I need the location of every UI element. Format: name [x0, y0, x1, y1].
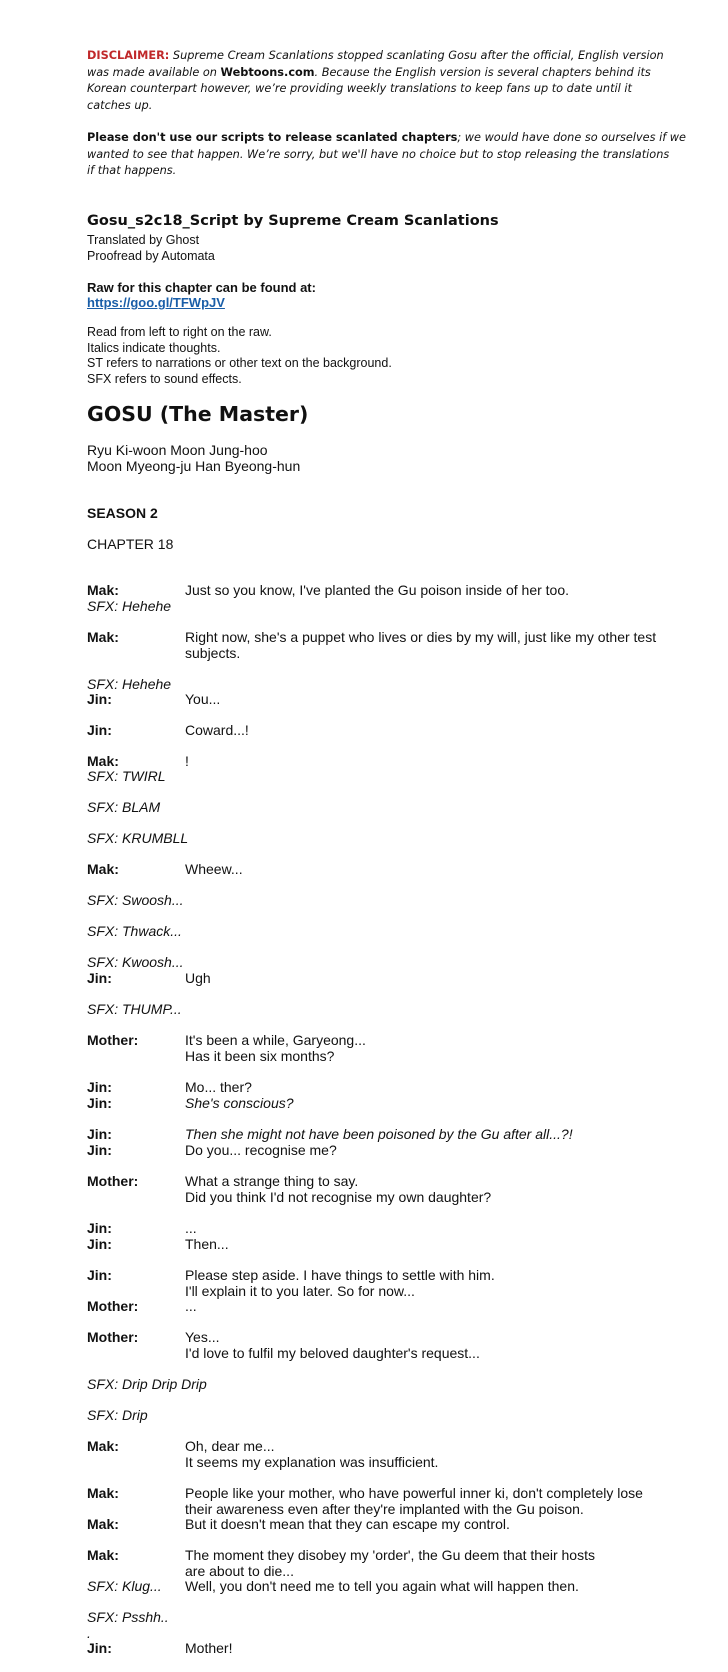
character-line: Ryu Ki-woon Moon Jung-hoo — [87, 442, 268, 458]
dialogue-text: subjects. — [185, 644, 241, 661]
dialogue-text: Right now, she's a puppet who lives or dies by my will, just like my other test — [185, 629, 657, 645]
speaker-label: Jin: — [87, 1142, 112, 1158]
speaker-label: Jin: — [87, 1220, 112, 1236]
note-line: Read from left to right on the raw. — [87, 325, 272, 339]
dialogue-text: ... — [185, 1298, 197, 1314]
sfx-line: SFX: Thwack... — [87, 923, 182, 939]
sfx-line: SFX: THUMP... — [87, 1001, 182, 1017]
dialogue-text: Then she might not have been poisoned by the Gu after all...?! — [185, 1126, 573, 1142]
speaker-label: Jin: — [87, 1640, 112, 1656]
speaker-label: Mother: — [87, 1329, 139, 1345]
speaker-label: Jin: — [87, 1267, 112, 1283]
speaker-label: Mak: — [87, 1516, 119, 1532]
disclaimer-text: was made available on — [87, 65, 217, 79]
disclaimer — [87, 48, 686, 180]
sfx-line: SFX: TWIRL — [87, 768, 166, 784]
speaker-label: Jin: — [87, 970, 112, 986]
speaker-label: Mak: — [87, 1438, 119, 1454]
dialogue-text: Has it been six months? — [185, 1047, 335, 1064]
dialogue-text: Do you... recognise me? — [185, 1142, 337, 1158]
dialogue-text: The moment they disobey my 'order', the Gu deem that their hosts — [185, 1547, 595, 1563]
disclaimer-line-3: Korean counterpart however, we’re providing weekly translations to keep fans up to date until it — [87, 82, 632, 95]
sfx-line: . — [87, 1625, 91, 1641]
speaker-label: Mak: — [87, 861, 119, 877]
disclaimer-label: DISCLAIMER: — [87, 49, 170, 62]
disclaimer-line-4: catches up. — [87, 98, 153, 112]
dialogue-text: I'd love to fulfil my beloved daughter's request... — [185, 1344, 480, 1361]
speaker-label: Jin: — [87, 1095, 112, 1111]
proofreader-credit: Proofread by Automata — [87, 249, 215, 263]
dialogue-text: Then... — [185, 1236, 229, 1252]
dialogue-text: ... — [185, 1220, 197, 1236]
dialogue-text: You... — [185, 691, 221, 707]
dialogue-text: Wheew... — [185, 861, 243, 877]
dialogue-text: Just so you know, I've planted the Gu poison inside of her too. — [185, 582, 570, 598]
disclaimer-text: ; we would have done so ourselves if we — [457, 131, 686, 144]
reading-notes — [87, 325, 392, 387]
dialogue-text: their awareness even after they're implanted with the Gu poison. — [185, 1500, 584, 1517]
sfx-line: SFX: Drip Drip Drip — [87, 1376, 207, 1392]
dialogue-text: Oh, dear me... — [185, 1438, 275, 1454]
script-title: Gosu_s2c18_Script by Supreme Cream Scanlations — [87, 213, 499, 229]
sfx-line: SFX: Swoosh... — [87, 892, 184, 908]
speaker-label: Mother: — [87, 1298, 139, 1314]
speaker-label: Mak: — [87, 753, 119, 769]
sfx-line: SFX: Psshh.. — [87, 1609, 169, 1625]
disclaimer-text: . Because the English version is several chapters behind its — [314, 65, 651, 79]
raw-heading: Raw for this chapter can be found at: — [87, 280, 316, 295]
speaker-label: Mak: — [87, 1485, 119, 1501]
dialogue-text: It's been a while, Garyeong... — [185, 1032, 366, 1048]
character-line: Moon Myeong-ju Han Byeong-hun — [87, 457, 301, 474]
season-label: SEASON 2 — [87, 505, 158, 521]
speaker-label: Jin: — [87, 691, 112, 707]
disclaimer-text: Supreme Cream Scanlations stopped scanlating Gosu after the official, English version — [172, 49, 664, 62]
sfx-line: SFX: BLAM — [87, 799, 161, 815]
disclaimer-line-7: if that happens. — [87, 164, 177, 177]
dialogue-text: Well, you don't need me to tell you again what will happen then. — [185, 1578, 579, 1594]
sfx-line: SFX: KRUMBLL — [87, 830, 189, 846]
sfx-line: SFX: Hehehe — [87, 598, 172, 614]
disclaimer-line-5 — [87, 130, 686, 147]
dialogue-text: are about to die... — [185, 1562, 294, 1579]
speaker-label: Mother: — [87, 1173, 139, 1189]
dialogue-text: Coward...! — [185, 722, 249, 738]
dialogue-text: Mother! — [185, 1640, 233, 1656]
series-title: GOSU (The Master) — [87, 402, 309, 426]
translator-credit: Translated by Ghost — [87, 233, 200, 247]
disclaimer-line-6: wanted to see that happen. We’re sorry, but we'll have no choice but to stop releasing the translations — [87, 147, 670, 161]
dialogue-text: Yes... — [185, 1329, 220, 1345]
dialogue-text: Ugh — [185, 970, 211, 986]
dialogue-text: People like your mother, who have powerful inner ki, don't completely lose — [185, 1485, 643, 1501]
speaker-label: Jin: — [87, 1126, 112, 1142]
character-list — [87, 443, 300, 474]
speaker-label: Jin: — [87, 722, 112, 738]
note-line: ST refers to narrations or other text on the background. — [87, 356, 392, 371]
note-line: Italics indicate thoughts. — [87, 340, 221, 355]
speaker-label: Mother: — [87, 1032, 139, 1048]
speaker-label: Mak: — [87, 1547, 119, 1563]
sfx-line: SFX: Klug... — [87, 1578, 162, 1594]
dialogue-text: Please step aside. I have things to settle with him. — [185, 1267, 495, 1283]
dialogue-text: I'll explain it to you later. So for now... — [185, 1282, 415, 1299]
sfx-line: SFX: Hehehe — [87, 676, 172, 692]
disclaimer-warning: Please don't use our scripts to release scanlated chapters — [87, 131, 458, 144]
dialogue-text: But it doesn't mean that they can escape my control. — [185, 1516, 510, 1532]
chapter-label: CHAPTER 18 — [87, 536, 174, 552]
note-line: SFX refers to sound effects. — [87, 371, 242, 386]
sfx-line: SFX: Kwoosh... — [87, 954, 184, 970]
speaker-label: Mak: — [87, 582, 119, 598]
dialogue-text: She's conscious? — [185, 1095, 294, 1111]
disclaimer-line-1 — [87, 48, 686, 65]
dialogue-text: What a strange thing to say. — [185, 1173, 359, 1189]
sfx-line: SFX: Drip — [87, 1407, 148, 1423]
dialogue-text: ! — [185, 753, 189, 769]
dialogue-text: Did you think I'd not recognise my own daughter? — [185, 1188, 492, 1205]
speaker-label: Jin: — [87, 1236, 112, 1252]
dialogue-text: Mo... ther? — [185, 1079, 252, 1095]
speaker-label: Jin: — [87, 1079, 112, 1095]
speaker-label: Mak: — [87, 629, 119, 645]
dialogue-text: It seems my explanation was insufficient. — [185, 1453, 439, 1470]
disclaimer-line-2 — [87, 65, 686, 82]
webtoons-site: Webtoons.com — [220, 65, 315, 79]
raw-link[interactable]: https://goo.gl/TFWpJV — [87, 295, 225, 310]
